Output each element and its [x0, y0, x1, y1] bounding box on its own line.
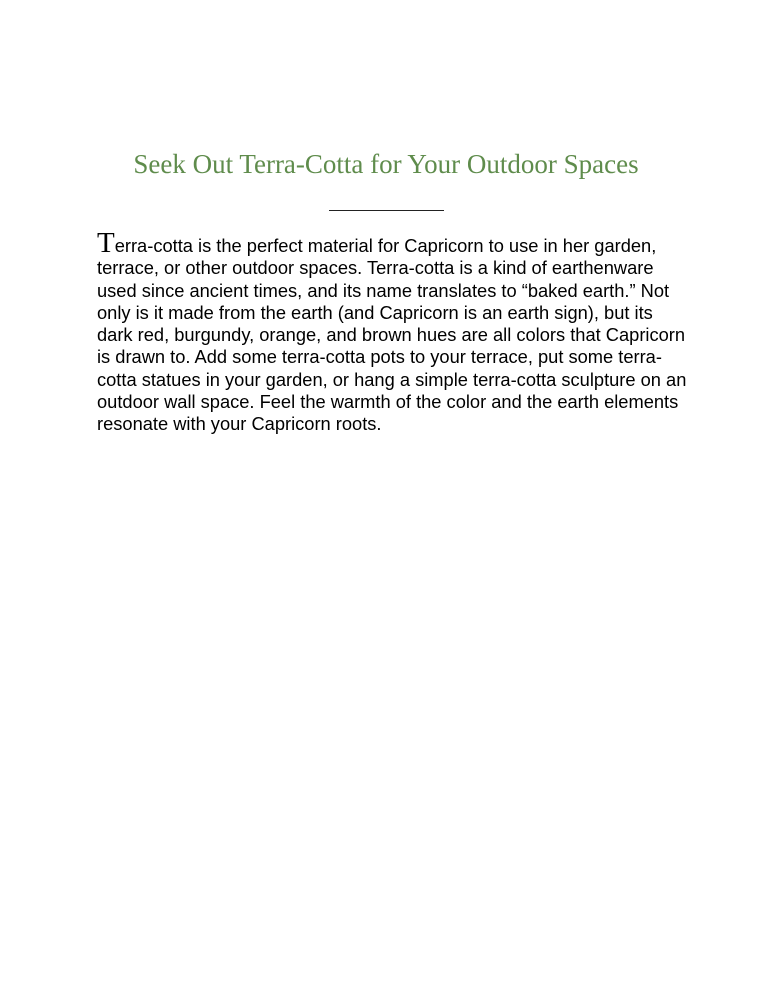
title-divider — [329, 210, 444, 211]
page-title: Seek Out Terra-Cotta for Your Outdoor Spaces — [133, 149, 639, 179]
drop-cap: T — [97, 227, 115, 259]
body-paragraph — [97, 227, 687, 436]
body-paragraph-text: erra-cotta is the perfect material for Capricorn to use in her garden, terrace, or other outdoor spaces. Terra-cotta is a kind of earthenware used since ancient times, and its name translates to “baked earth.” Not only is it made from the earth (and Capricorn is an earth sign), but its dark red, burgundy, orange, and brown hues are all colors that Capricorn is drawn to. Add some terra-cotta pots to your terrace, put some terra-cotta statues in your garden, or hang a simple terra-cotta sculpture on an outdoor wall space. Feel the warmth of the color and the earth elements resonate with your Capricorn roots. — [97, 235, 687, 435]
